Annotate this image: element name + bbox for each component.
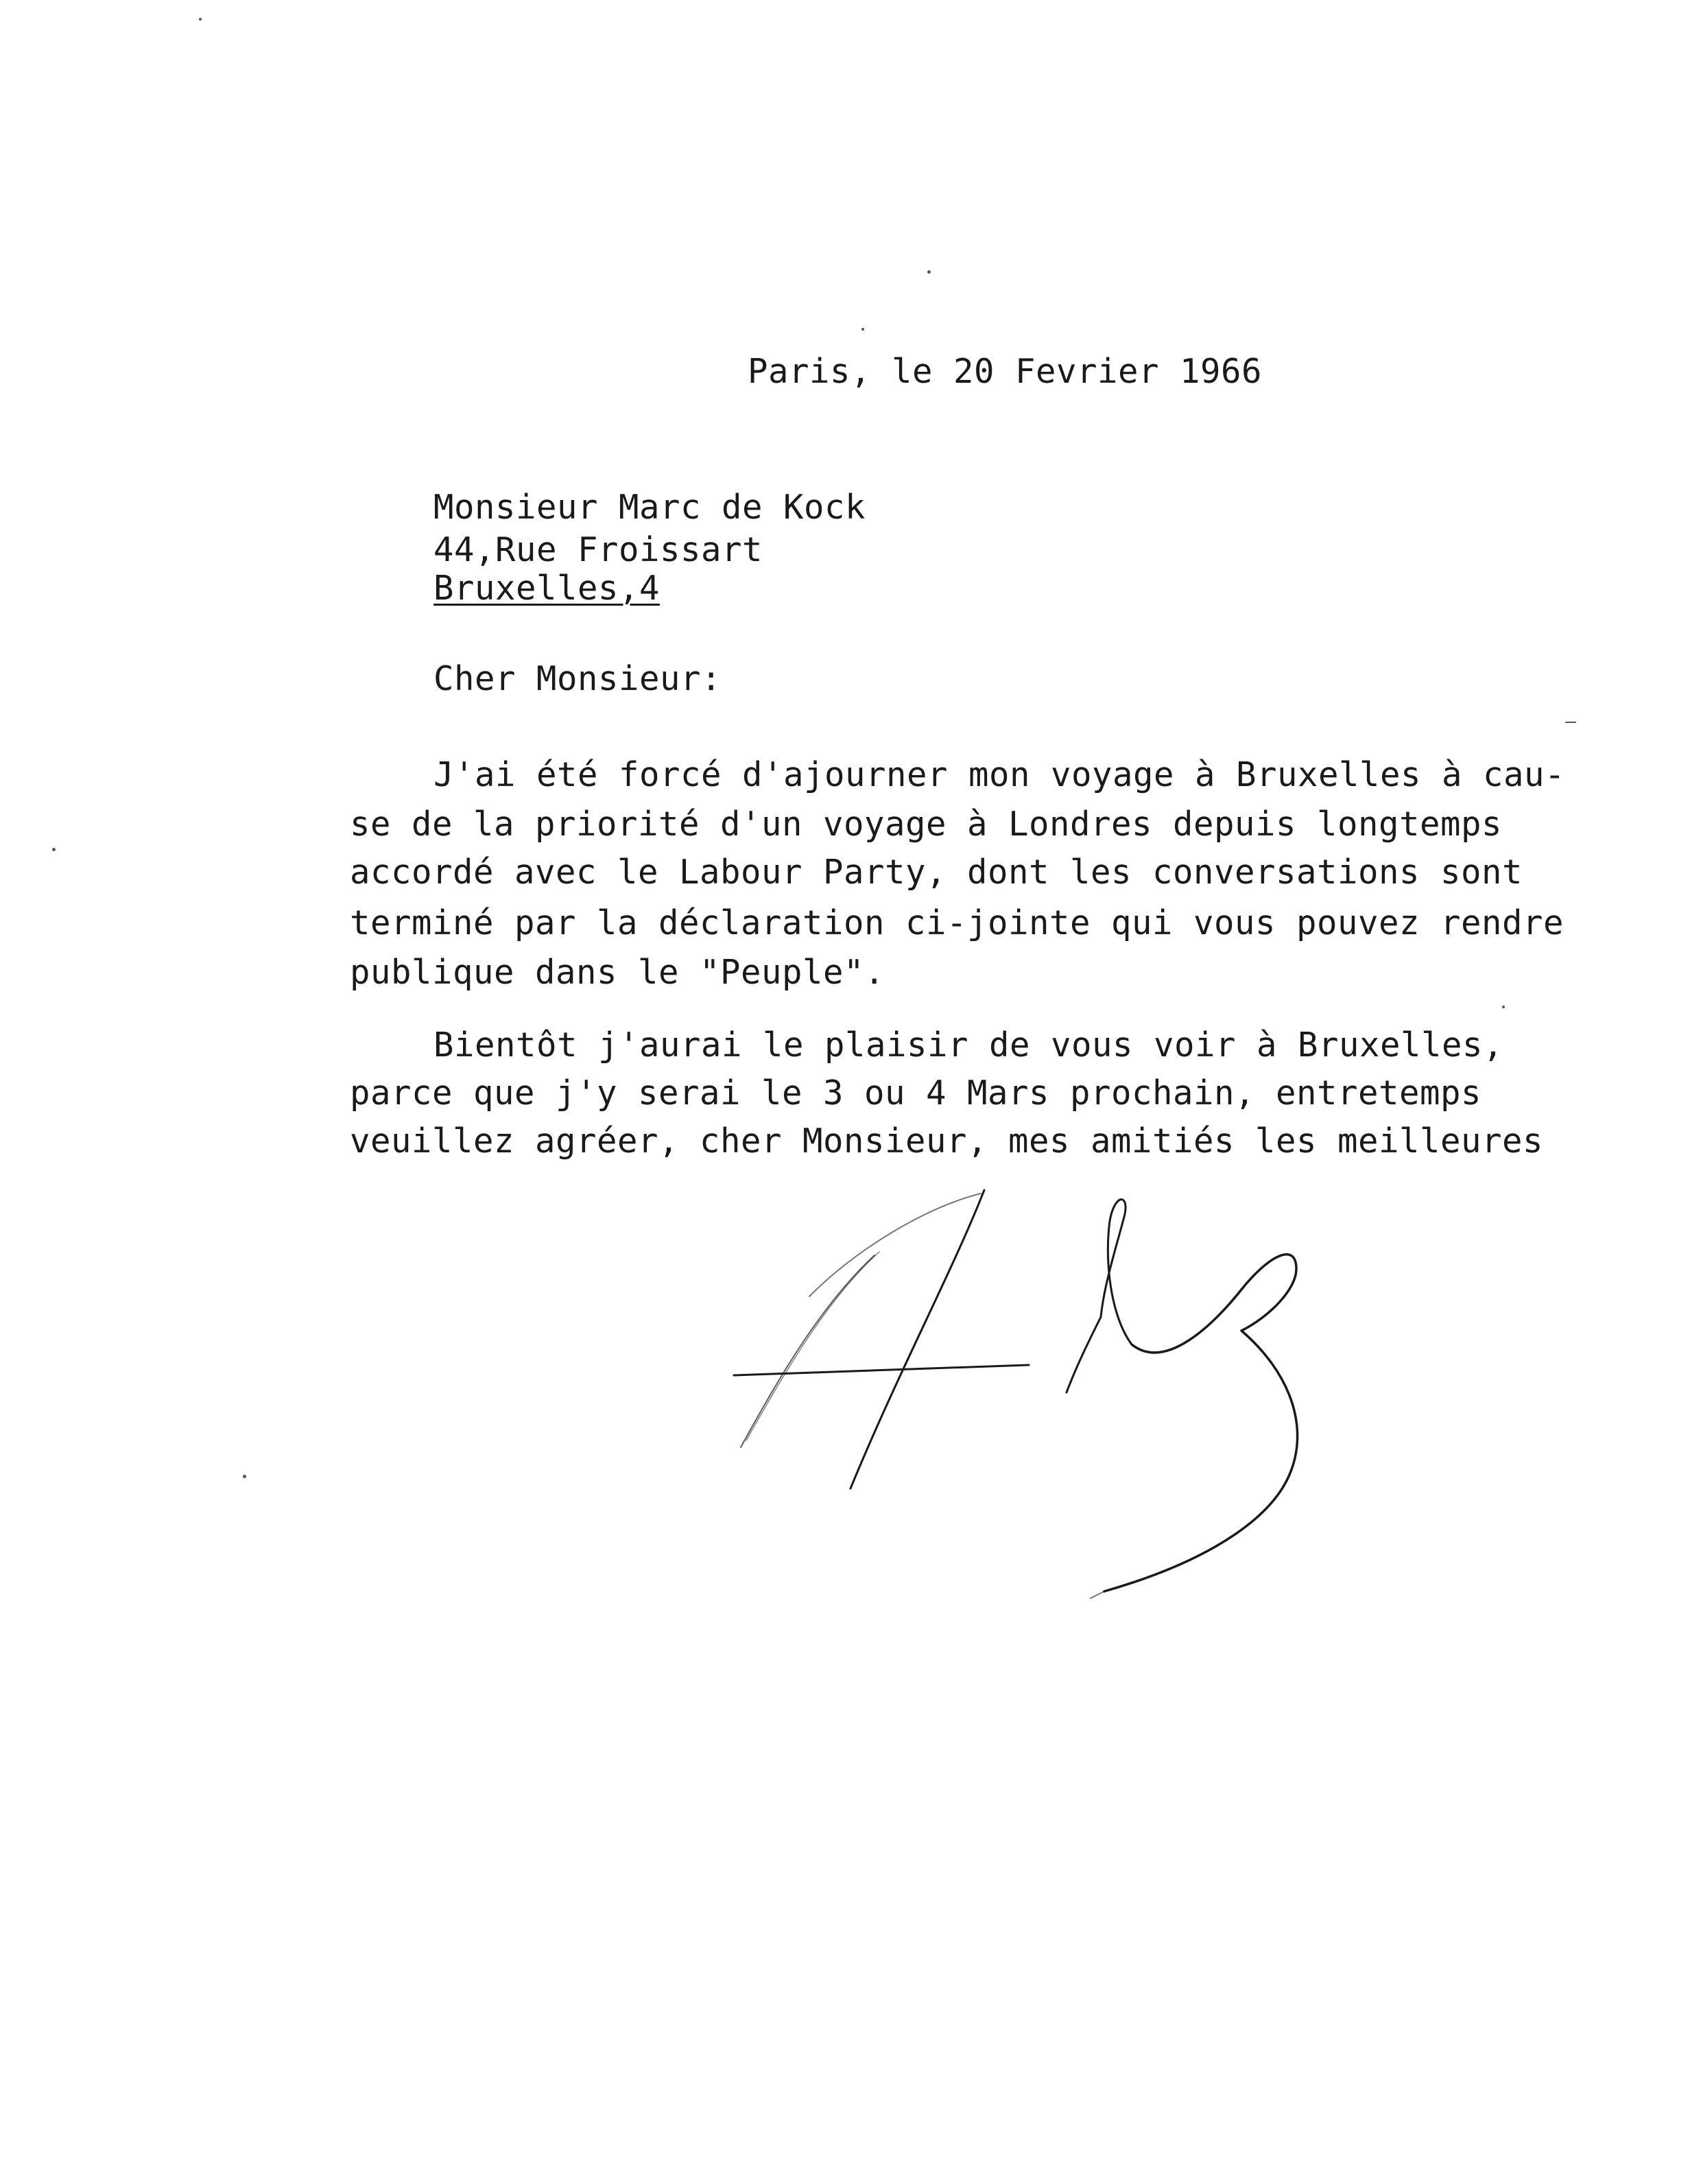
paragraph-1-line-2: se de la priorité d'un voyage à Londres depuis longtemps	[350, 805, 1503, 844]
scan-speck	[1502, 1006, 1505, 1008]
paragraph-2-line-3: veuillez agréer, cher Monsieur, mes amitiés les meilleures	[350, 1121, 1544, 1161]
recipient-name: Monsieur Marc de Kock	[433, 488, 866, 527]
paragraph-1-line-5: publique dans le "Peuple".	[350, 953, 885, 992]
paragraph-1-line-1: J'ai été forcé d'ajourner mon voyage à Bruxelles à cau-	[433, 755, 1566, 794]
scan-speck	[1565, 722, 1576, 723]
paragraph-2-line-2: parce que j'y serai le 3 ou 4 Mars prochain, entretemps	[350, 1073, 1482, 1113]
recipient-street: 44,Rue Froissart	[433, 530, 763, 569]
paragraph-1-line-4: terminé par la déclaration ci-jointe qui vous pouvez rendre	[350, 903, 1564, 942]
handwritten-signature-icon	[720, 1166, 1392, 1605]
paragraph-2-line-1: Bientôt j'aurai le plaisir de vous voir à Bruxelles,	[433, 1025, 1504, 1065]
scan-speck	[861, 328, 864, 331]
recipient-city: Bruxelles,4	[433, 569, 660, 608]
scan-speck	[927, 270, 931, 274]
scan-speck	[243, 1475, 246, 1478]
dateline: Paris, le 20 Fevrier 1966	[748, 352, 1263, 391]
scan-speck	[52, 848, 56, 851]
paragraph-1-line-3: accordé avec le Labour Party, dont les conversations sont	[350, 853, 1523, 892]
scan-speck	[199, 18, 202, 21]
salutation: Cher Monsieur:	[433, 659, 722, 698]
